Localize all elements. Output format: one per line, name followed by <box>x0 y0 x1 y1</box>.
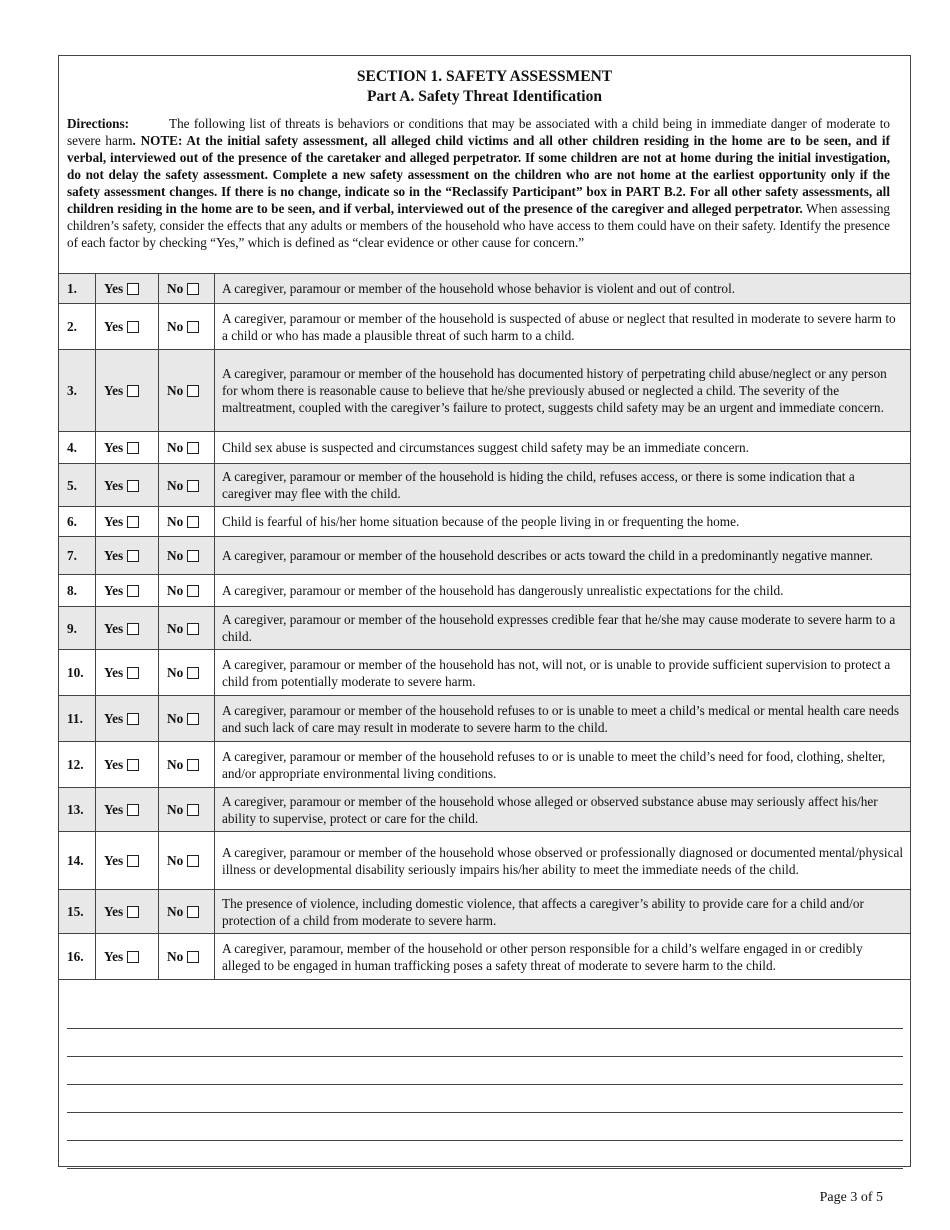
section-title: SECTION 1. SAFETY ASSESSMENT <box>356 68 613 85</box>
threat-description: A caregiver, paramour or member of the household refuses to or is unable to meet the child’s need for food, clothing, shelter, and/or appropriate environmental living conditions. <box>215 742 911 788</box>
no-label: No <box>167 440 184 455</box>
no-option[interactable] <box>159 607 215 650</box>
no-checkbox[interactable] <box>187 667 199 679</box>
notes-line[interactable] <box>67 1057 903 1085</box>
yes-checkbox[interactable] <box>127 585 139 597</box>
threat-number: 12. <box>59 742 96 788</box>
notes-area[interactable] <box>67 1001 903 1169</box>
yes-label: Yes <box>104 665 124 680</box>
no-checkbox[interactable] <box>187 759 199 771</box>
no-label: No <box>167 949 184 964</box>
threat-description: A caregiver, paramour or member of the household has documented history of perpetrating child abuse/neglect or any person for whom there is reasonable cause to believe that he/she previously abused or neglected a child. The severity of the maltreatment, coupled with the caregiver’s failure to protect, suggests child safety may be an urgent and immediate concern. <box>215 350 911 432</box>
yes-checkbox[interactable] <box>127 951 139 963</box>
no-label: No <box>167 802 184 817</box>
no-option[interactable] <box>159 742 215 788</box>
no-label: No <box>167 383 184 398</box>
threat-row <box>59 537 911 575</box>
threat-row <box>59 742 911 788</box>
no-label: No <box>167 319 184 334</box>
no-label: No <box>167 757 184 772</box>
yes-option[interactable] <box>96 537 159 575</box>
directions-label: Directions: <box>67 116 130 131</box>
no-checkbox[interactable] <box>187 951 199 963</box>
threat-number: 13. <box>59 788 96 832</box>
threat-row <box>59 650 911 696</box>
yes-checkbox[interactable] <box>127 804 139 816</box>
threats-table <box>58 273 911 980</box>
yes-option[interactable] <box>96 432 159 464</box>
no-option[interactable] <box>159 304 215 350</box>
yes-checkbox[interactable] <box>127 480 139 492</box>
threat-row <box>59 304 911 350</box>
no-label: No <box>167 514 184 529</box>
no-checkbox[interactable] <box>187 906 199 918</box>
yes-label: Yes <box>104 853 124 868</box>
yes-option[interactable] <box>96 304 159 350</box>
no-label: No <box>167 548 184 563</box>
yes-option[interactable] <box>96 350 159 432</box>
form-header <box>59 56 910 107</box>
no-label: No <box>167 620 184 636</box>
no-checkbox[interactable] <box>187 804 199 816</box>
no-option[interactable] <box>159 934 215 980</box>
yes-checkbox[interactable] <box>127 550 139 562</box>
notes-line[interactable] <box>67 1085 903 1113</box>
no-checkbox[interactable] <box>187 283 199 295</box>
threat-number: 5. <box>59 464 96 507</box>
notes-line[interactable] <box>67 1113 903 1141</box>
yes-label: Yes <box>104 620 124 636</box>
yes-checkbox[interactable] <box>127 759 139 771</box>
yes-option[interactable] <box>96 650 159 696</box>
no-option[interactable] <box>159 696 215 742</box>
no-label: No <box>167 477 184 493</box>
yes-label: Yes <box>104 757 124 772</box>
directions-outro: When assessing children’s safety, consider the effects that any adults or members of the household who have access to them could have on their safety. Identify the presence of each factor by checking “Yes,” which is defined as “clear evidence or other cause for concern.” <box>67 201 891 250</box>
no-option[interactable] <box>159 432 215 464</box>
threat-description: A caregiver, paramour or member of the household whose behavior is violent and out of control. <box>215 274 911 304</box>
directions-paragraph <box>67 115 890 251</box>
threat-description: A caregiver, paramour or member of the household whose observed or professionally diagnosed or documented mental/physical illness or developmental disability seriously impairs his/her ability to meet the immediate needs of the child. <box>215 832 911 890</box>
yes-checkbox[interactable] <box>127 385 139 397</box>
threat-description: A caregiver, paramour or member of the household whose alleged or observed substance abuse may seriously affect his/her ability to supervise, protect or care for the child. <box>215 788 911 832</box>
threat-row <box>59 575 911 607</box>
yes-label: Yes <box>104 319 124 334</box>
threat-row <box>59 507 911 537</box>
no-option[interactable] <box>159 537 215 575</box>
threat-row <box>59 696 911 742</box>
yes-label: Yes <box>104 949 124 964</box>
yes-label: Yes <box>104 514 124 529</box>
threat-number: 14. <box>59 832 96 890</box>
directions-intro: The following list of threats is behaviors or conditions that may be associated with a child being in immediate danger of moderate to severe harm <box>67 116 890 148</box>
threat-number: 4. <box>59 432 96 464</box>
yes-label: Yes <box>104 383 124 398</box>
threat-number: 11. <box>59 696 96 742</box>
threat-description: A caregiver, paramour, member of the household or other person responsible for a child’s welfare engaged in or credibly alleged to be engaged in human trafficking poses a safety threat of moderate to severe harm to the child. <box>215 934 911 980</box>
threat-description: Child sex abuse is suspected and circumstances suggest child safety may be an immediate concern. <box>215 432 911 464</box>
directions-note: . NOTE: At the initial safety assessment, all alleged child victims and all other children residing in the home are to be seen, and if verbal, interviewed out of the presence of the caretaker and alleged perpetrator. If some children are not at home during the initial investigation, do not delay the safety assessment. Complete a new safety assessment on the children who are not home at the earliest opportunity only if the safety assessment changes. If there is no change, indicate so in the “Reclassify Participant” box in PART B.2. For all other safety assessments, all children residing in the home are to be seen, and if verbal, interviewed out of the presence of the caregiver and alleged perpetrator. <box>67 133 890 216</box>
no-label: No <box>167 853 184 868</box>
threat-description: A caregiver, paramour or member of the household is hiding the child, refuses access, or there is some indication that a caregiver may flee with the child. <box>215 464 911 507</box>
yes-option[interactable] <box>96 696 159 742</box>
threat-number: 15. <box>59 890 96 934</box>
no-label: No <box>167 665 184 680</box>
yes-label: Yes <box>104 711 124 726</box>
yes-option[interactable] <box>96 274 159 304</box>
no-checkbox[interactable] <box>187 480 199 492</box>
threat-number: 2. <box>59 304 96 350</box>
threat-row <box>59 274 911 304</box>
yes-label: Yes <box>104 440 124 455</box>
threat-row <box>59 890 911 934</box>
yes-checkbox[interactable] <box>127 855 139 867</box>
yes-label: Yes <box>104 904 124 919</box>
yes-option[interactable] <box>96 507 159 537</box>
no-checkbox[interactable] <box>187 385 199 397</box>
yes-option[interactable] <box>96 742 159 788</box>
yes-checkbox[interactable] <box>127 667 139 679</box>
yes-checkbox[interactable] <box>127 906 139 918</box>
threat-number: 9. <box>59 607 96 650</box>
yes-option[interactable] <box>96 575 159 607</box>
threat-description: The presence of violence, including domestic violence, that affects a caregiver’s ability to provide care for a child and/or protection of a child from moderate to severe harm. <box>215 890 911 934</box>
threat-number: 8. <box>59 575 96 607</box>
threat-description: A caregiver, paramour or member of the household is suspected of abuse or neglect that resulted in moderate to severe harm to a child or who has made a plausible threat of such harm to a child. <box>215 304 911 350</box>
threat-number: 3. <box>59 350 96 432</box>
threat-description: Child is fearful of his/her home situation because of the people living in or frequenting the home. <box>215 507 911 537</box>
threat-row <box>59 832 911 890</box>
threat-description: A caregiver, paramour or member of the household expresses credible fear that he/she may cause moderate to severe harm to a child. <box>215 607 911 650</box>
yes-label: Yes <box>104 802 124 817</box>
threat-description: A caregiver, paramour or member of the household describes or acts toward the child in a predominantly negative manner. <box>215 537 911 575</box>
no-label: No <box>167 281 184 296</box>
yes-checkbox[interactable] <box>127 283 139 295</box>
threat-description: A caregiver, paramour or member of the household refuses to or is unable to meet a child’s medical or mental health care needs and such lack of care may result in moderate to severe harm to the child. <box>215 696 911 742</box>
threat-row <box>59 464 911 507</box>
threat-row <box>59 350 911 432</box>
no-checkbox[interactable] <box>187 713 199 725</box>
no-option[interactable] <box>159 832 215 890</box>
yes-option[interactable] <box>96 464 159 507</box>
no-option[interactable] <box>159 350 215 432</box>
no-option[interactable] <box>159 788 215 832</box>
yes-checkbox[interactable] <box>127 713 139 725</box>
no-checkbox[interactable] <box>187 516 199 528</box>
no-label: No <box>167 711 184 726</box>
yes-label: Yes <box>104 583 124 598</box>
no-option[interactable] <box>159 890 215 934</box>
no-option[interactable] <box>159 274 215 304</box>
yes-checkbox[interactable] <box>127 442 139 454</box>
threat-description: A caregiver, paramour or member of the household has not, will not, or is unable to provide sufficient supervision to protect a child from potentially moderate to severe harm. <box>215 650 911 696</box>
part-title: Part A. Safety Threat Identification <box>367 88 602 105</box>
yes-checkbox[interactable] <box>127 516 139 528</box>
yes-label: Yes <box>104 477 124 493</box>
yes-option[interactable] <box>96 934 159 980</box>
no-option[interactable] <box>159 507 215 537</box>
yes-label: Yes <box>104 281 124 296</box>
no-option[interactable] <box>159 575 215 607</box>
threat-row <box>59 607 911 650</box>
threat-number: 10. <box>59 650 96 696</box>
no-option[interactable] <box>159 650 215 696</box>
no-checkbox[interactable] <box>187 623 199 635</box>
yes-option[interactable] <box>96 607 159 650</box>
no-checkbox[interactable] <box>187 585 199 597</box>
notes-line[interactable] <box>67 1001 903 1029</box>
threat-row <box>59 788 911 832</box>
threat-number: 6. <box>59 507 96 537</box>
threat-number: 16. <box>59 934 96 980</box>
no-option[interactable] <box>159 464 215 507</box>
yes-option[interactable] <box>96 890 159 934</box>
yes-option[interactable] <box>96 788 159 832</box>
notes-line[interactable] <box>67 1029 903 1057</box>
notes-line[interactable] <box>67 1141 903 1169</box>
yes-checkbox[interactable] <box>127 321 139 333</box>
page-number: Page 3 of 5 <box>819 1190 883 1205</box>
safety-assessment-form <box>58 55 911 1167</box>
no-label: No <box>167 904 184 919</box>
no-label: No <box>167 583 184 598</box>
threat-description: A caregiver, paramour or member of the household has dangerously unrealistic expectations for the child. <box>215 575 911 607</box>
threat-row <box>59 432 911 464</box>
yes-label: Yes <box>104 548 124 563</box>
no-checkbox[interactable] <box>187 550 199 562</box>
threat-number: 7. <box>59 537 96 575</box>
yes-checkbox[interactable] <box>127 623 139 635</box>
threat-number: 1. <box>59 274 96 304</box>
yes-option[interactable] <box>96 832 159 890</box>
no-checkbox[interactable] <box>187 442 199 454</box>
threat-row <box>59 934 911 980</box>
no-checkbox[interactable] <box>187 321 199 333</box>
no-checkbox[interactable] <box>187 855 199 867</box>
